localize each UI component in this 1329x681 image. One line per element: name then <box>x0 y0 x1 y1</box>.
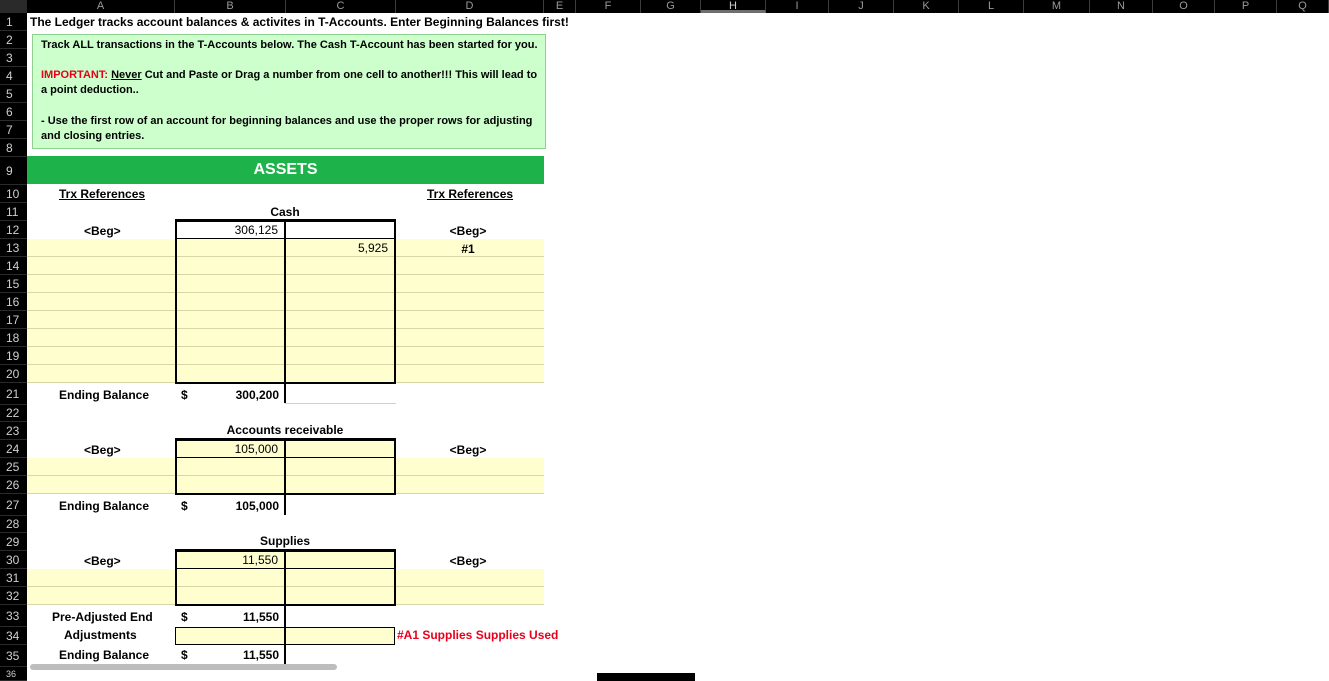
row-header[interactable]: 15 <box>0 275 27 293</box>
cash-t-right-line <box>394 219 396 383</box>
column-header-p[interactable]: P <box>1215 0 1277 13</box>
cash-credit-1-value[interactable]: 5,925 <box>357 241 388 255</box>
row-header[interactable]: 3 <box>0 49 27 67</box>
ar-dollar-sign: $ <box>181 499 188 513</box>
column-header-f[interactable]: F <box>576 0 641 13</box>
row-header[interactable]: 6 <box>0 103 27 121</box>
column-header-l[interactable]: L <box>959 0 1024 13</box>
cash-beg-right-ref: <Beg> <box>449 224 487 238</box>
column-header-g[interactable]: G <box>641 0 701 13</box>
row-header[interactable]: 36 <box>0 667 27 681</box>
never-text: Never <box>111 69 142 81</box>
cash-ref-1: #1 <box>461 242 475 256</box>
cash-ending-underline <box>285 403 396 404</box>
supplies-t-right-line <box>394 549 396 606</box>
row-header[interactable]: 11 <box>0 203 27 221</box>
supplies-beg-left-ref: <Beg> <box>84 554 121 568</box>
supplies-adjustment-debit-cell[interactable] <box>175 627 285 645</box>
row-header[interactable]: 32 <box>0 587 27 605</box>
ar-t-middle-line <box>284 438 286 515</box>
ar-t-right-line <box>394 438 396 495</box>
row-header[interactable]: 25 <box>0 458 27 476</box>
column-header-e[interactable]: E <box>544 0 576 13</box>
trx-references-right-header: Trx References <box>427 187 514 201</box>
bottom-strip-right <box>695 673 1329 681</box>
column-header-k[interactable]: K <box>894 0 959 13</box>
supplies-pre-adjusted-label: Pre-Adjusted End <box>52 610 153 624</box>
row-header[interactable]: 19 <box>0 347 27 365</box>
row-header[interactable]: 21 <box>0 383 27 405</box>
supplies-dollar-sign: $ <box>181 648 188 662</box>
ar-t-bottom-line <box>175 493 396 495</box>
row-header[interactable]: 12 <box>0 221 27 239</box>
supplies-t-middle-line <box>284 549 286 665</box>
column-header-d[interactable]: D <box>396 0 544 13</box>
row-header[interactable]: 34 <box>0 627 27 645</box>
ar-account-title: Accounts receivable <box>226 423 344 437</box>
supplies-adjustment-credit-cell[interactable] <box>285 627 395 645</box>
ar-credit-beg-cell[interactable] <box>285 440 395 458</box>
row-header[interactable]: 29 <box>0 533 27 551</box>
row-header[interactable]: 16 <box>0 293 27 311</box>
important-notice <box>41 69 537 81</box>
cash-t-middle-line <box>284 219 286 403</box>
ledger-title: The Ledger tracks account balances & activites in T-Accounts. Enter Beginning Balances first! <box>30 15 569 29</box>
row-header[interactable]: 30 <box>0 551 27 569</box>
instructions-line1: Track ALL transactions in the T-Accounts below. The Cash T-Account has been started for you. <box>41 39 538 51</box>
column-header-h[interactable]: H <box>701 0 766 13</box>
row-header[interactable]: 9 <box>0 157 27 185</box>
supplies-ending-balance-value: 11,550 <box>242 648 279 662</box>
row-header[interactable]: 1 <box>0 13 27 31</box>
row-header[interactable]: 26 <box>0 476 27 494</box>
cash-ending-balance-value: 300,200 <box>235 388 279 402</box>
supplies-beg-right-ref: <Beg> <box>449 554 487 568</box>
important-rest: Cut and Paste or Drag a number from one cell to another!!! This will lead to <box>141 69 538 81</box>
supplies-t-bottom-line <box>175 604 396 606</box>
column-header-q[interactable]: Q <box>1277 0 1329 13</box>
ar-ending-balance-value: 105,000 <box>235 499 279 513</box>
column-header-o[interactable]: O <box>1153 0 1215 13</box>
assets-section-header: ASSETS <box>27 156 544 184</box>
row-header[interactable]: 2 <box>0 31 27 49</box>
column-header-c[interactable]: C <box>286 0 396 13</box>
column-header-b[interactable]: B <box>175 0 286 13</box>
select-all-corner[interactable] <box>0 0 27 13</box>
supplies-credit-beg-cell[interactable] <box>285 551 395 569</box>
row-header[interactable]: 23 <box>0 422 27 440</box>
supplies-debit-beg-value[interactable]: 11,550 <box>242 553 278 567</box>
ar-debit-beg-value[interactable]: 105,000 <box>234 442 278 456</box>
row-header[interactable]: 17 <box>0 311 27 329</box>
row-header[interactable]: 14 <box>0 257 27 275</box>
supplies-pre-adjusted-dollar: $ <box>181 610 188 624</box>
row-header[interactable]: 31 <box>0 569 27 587</box>
supplies-adjustment-ref: #A1 Supplies Supplies Used <box>397 628 559 642</box>
trx-references-left-header: Trx References <box>59 187 146 201</box>
supplies-pre-adjusted-value: 11,550 <box>242 610 279 624</box>
row-header[interactable]: 18 <box>0 329 27 347</box>
instructions-box <box>32 34 546 149</box>
cash-credit-beg-cell[interactable] <box>285 221 395 239</box>
row-header[interactable]: 27 <box>0 494 27 516</box>
column-header-i[interactable]: I <box>766 0 829 13</box>
ar-beg-right-ref: <Beg> <box>449 443 487 457</box>
row-header[interactable]: 35 <box>0 645 27 667</box>
cash-dollar-sign: $ <box>181 388 188 402</box>
cash-debit-beg-value[interactable]: 306,125 <box>234 223 278 237</box>
bottom-strip-gap <box>597 673 695 681</box>
cash-ending-balance-label: Ending Balance <box>59 388 150 402</box>
ar-beg-left-ref: <Beg> <box>84 443 121 457</box>
supplies-account-title: Supplies <box>259 534 310 548</box>
column-header-m[interactable]: M <box>1024 0 1090 13</box>
row-header[interactable]: 22 <box>0 405 27 422</box>
row-header[interactable]: 33 <box>0 605 27 627</box>
worksheet-grid[interactable] <box>27 13 1329 681</box>
important-label: IMPORTANT: <box>41 69 109 81</box>
row-header[interactable]: 10 <box>0 185 27 203</box>
row-header[interactable]: 28 <box>0 516 27 533</box>
cash-t-left-line <box>175 219 177 383</box>
bullet-line2: and closing entries. <box>41 130 145 142</box>
supplies-ending-balance-label: Ending Balance <box>59 648 150 662</box>
row-header[interactable]: 13 <box>0 239 27 257</box>
row-header[interactable]: 20 <box>0 365 27 383</box>
row-header[interactable]: 7 <box>0 121 27 139</box>
supplies-adjustments-label: Adjustments <box>64 628 137 642</box>
bottom-strip <box>27 673 597 681</box>
row-header[interactable]: 24 <box>0 440 27 458</box>
row-header[interactable]: 4 <box>0 67 27 85</box>
cash-beg-left-ref: <Beg> <box>84 224 121 238</box>
row-header[interactable]: 5 <box>0 85 27 103</box>
row-header[interactable]: 8 <box>0 139 27 157</box>
ar-ending-balance-label: Ending Balance <box>59 499 150 513</box>
important-line2: a point deduction.. <box>41 84 139 96</box>
column-header-n[interactable]: N <box>1090 0 1153 13</box>
bullet-line1: - Use the first row of an account for beginning balances and use the proper rows for adjusting <box>41 115 533 127</box>
column-header-j[interactable]: J <box>829 0 894 13</box>
cash-t-bottom-line <box>175 382 396 384</box>
column-header-a[interactable]: A <box>27 0 175 13</box>
horizontal-scrollbar-thumb[interactable] <box>30 664 337 670</box>
cash-account-title: Cash <box>270 205 300 219</box>
